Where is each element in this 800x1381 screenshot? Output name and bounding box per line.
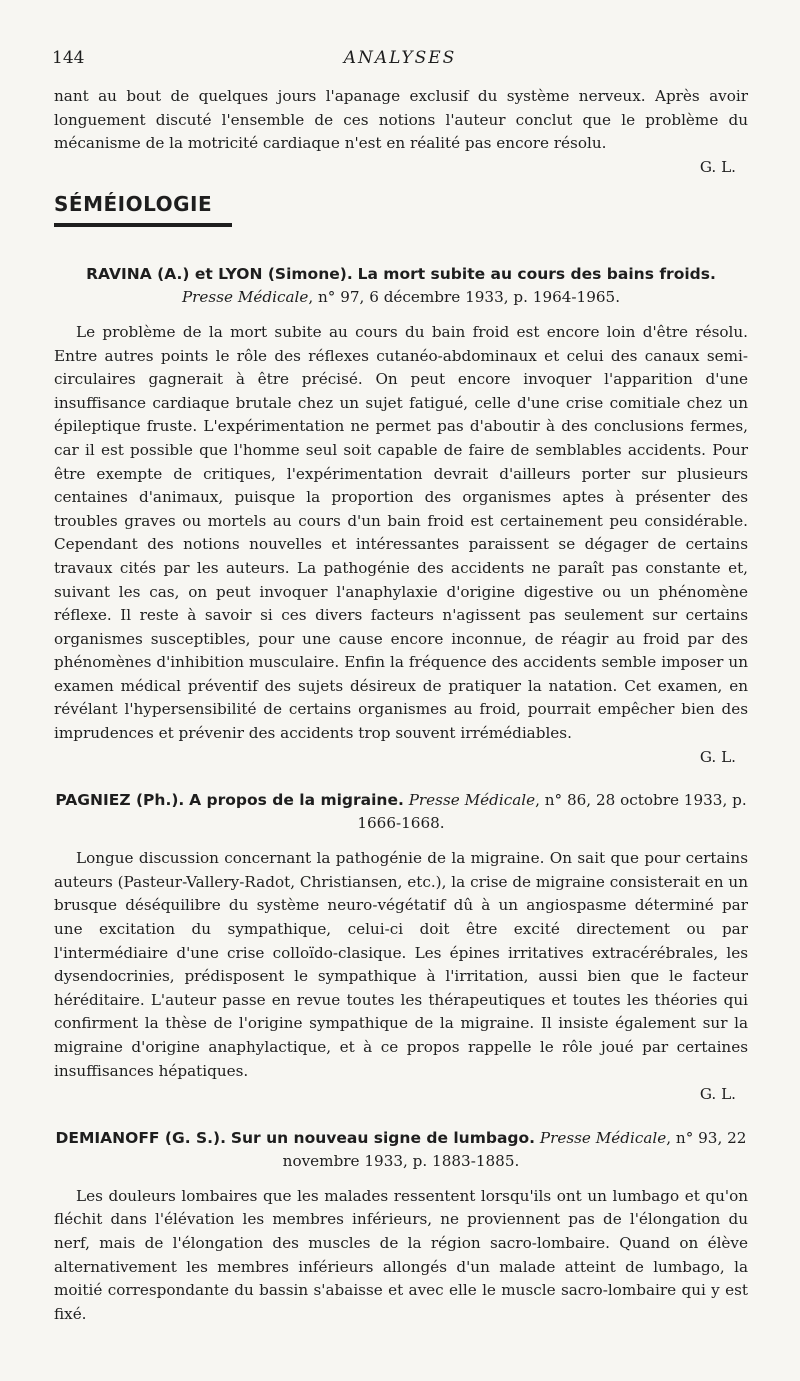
entry-signature: G. L. (699, 747, 736, 766)
section-title: SÉMÉIOLOGIE (54, 192, 213, 217)
page-number: 144 (52, 48, 85, 68)
entry-journal: Presse Médicale (181, 287, 309, 306)
entry-title: La mort subite au cours des bains froids. (357, 264, 716, 283)
entry-citation: , n° 97, 6 décembre 1933, p. 1964-1965. (308, 287, 621, 306)
entry-body: Longue discussion concernant la pathogénie de la migraine. On sait que pour certains auteurs (Pasteur-Vallery-Radot, Christiansen, etc.), la crise de migraine consisterait en un brusque déséquilibre du système neuro-végétatif dû à un angiospasme déterminé par une excitation du sympathique, celui-ci doit être excité directement ou par l'intermédiaire d'une crise colloïdo-clasique. Les épines irritatives extracérébrales, les dysendocrinies, prédisposent le sympathique à l'irritation, aussi bien que le facteur héréditaire. L'auteur passe en revue toutes les thérapeutiques et toutes les théories qui confirment la thèse de l'origine sympathique de la migraine. Il insiste également sur la migraine d'origine anaphylactique, et à ce propos rappelle le rôle joué par certaines insuffisances hépatiques. (54, 849, 748, 1080)
entry-body: Les douleurs lombaires que les malades ressentent lorsqu'ils ont un lumbago et qu'on fléchit dans l'élévation les membres inférieurs, ne proviennent pas de l'élongation du nerf, mais de l'élongation des muscles de la région sacro-lombaire. Quand on élève alternativement les membres inférieurs allongés d'un malade atteint de lumbago, la moitié correspondante du bassin s'abaisse et avec elle le muscle sacro-lombaire qui y est fixé. (54, 1186, 748, 1323)
entry-heading (54, 263, 748, 309)
entry-journal: Presse Médicale (539, 1128, 667, 1147)
entry-signature: G. L. (699, 1085, 736, 1104)
entry-authors: DEMIANOFF (G. S.). (55, 1128, 227, 1147)
entry-authors: RAVINA (A.) et LYON (Simone). (86, 264, 353, 283)
analysis-entry-ravina (54, 263, 748, 769)
analysis-entry-demianoff (54, 1127, 748, 1327)
entry-heading (54, 789, 748, 835)
intro-paragraph: nant au bout de quelques jours l'apanage exclusif du système nerveux. Après avoir longuement discuté l'ensemble de ces notions l'auteur conclut que le problème du mécanisme de la motricité cardiaque n'est en réalité pas encore résolu. (54, 87, 748, 153)
page-header (52, 48, 748, 70)
intro-signature: G. L. (699, 157, 736, 176)
analysis-entry-pagniez (54, 789, 748, 1107)
page-content (54, 85, 748, 1326)
section-underline (54, 223, 232, 227)
entry-heading (54, 1127, 748, 1173)
entry-citation: , n° 86, 28 octobre 1933, p. 1666-1668. (357, 791, 747, 833)
entry-citation: , n° 93, 22 novembre 1933, p. 1883-1885. (282, 1128, 747, 1170)
entry-title: Sur un nouveau signe de lumbago. (230, 1128, 536, 1147)
entry-journal: Presse Médicale (408, 791, 536, 810)
entry-authors: PAGNIEZ (Ph.). (55, 791, 185, 810)
running-title: ANALYSES (343, 48, 457, 68)
entry-title: A propos de la migraine. (189, 791, 404, 810)
entry-body: Le problème de la mort subite au cours du bain froid est encore loin d'être résolu. Entre autres points le rôle des réflexes cutanéo-abdominaux et celui des canaux semi-circulaires gagnerait à être précisé. On peut encore invoquer l'apparition d'une insuffisance cardiaque brutale chez un sujet fatigué, celle d'une crise comitiale chez un épileptique fruste. L'expérimentation ne permet pas d'aboutir à des conclusions fermes, car il est possible que l'homme seul soit capable de faire de semblables accidents. Pour être exempte de critiques, l'expérimentation devrait d'ailleurs porter sur plusieurs centaines d'animaux, puisque la proportion des organismes aptes à présenter des troubles graves ou mortels au cours d'un bain froid est certainement peu considérable. Cependant des notions nouvelles et intéressantes paraissent se dégager de certains travaux cités par les auteurs. La pathogénie des accidents ne paraît pas constante et, suivant les cas, on peut invoquer l'anaphylaxie d'origine digestive ou un phénomène réflexe. Il reste à savoir si ces divers facteurs n'agissent pas seulement sur certains organismes susceptibles, pour une cause encore inconnue, de réagir au froid par des phénomènes d'inhibition musculaire. Enfin la fréquence des accidents semble imposer un examen médical préventif des sujets désireux de pratiquer la natation. Cet examen, en révélant l'hypersensibilité de certains organismes au froid, pourrait empêcher bien des imprudences et prévenir des accidents trop souvent irrémédiables. (54, 322, 748, 743)
